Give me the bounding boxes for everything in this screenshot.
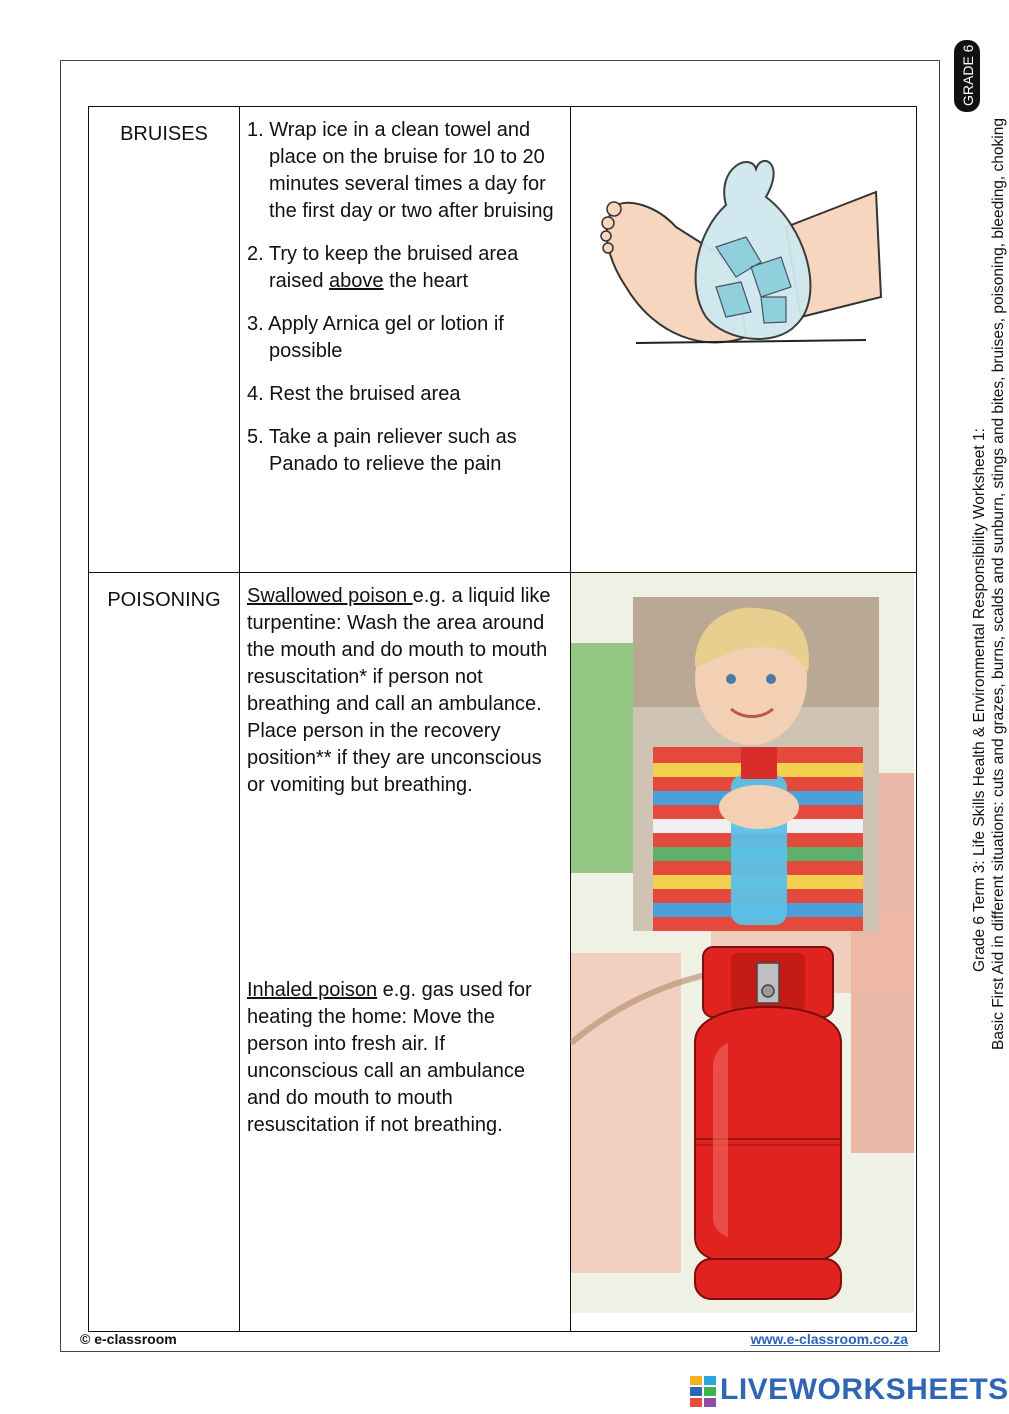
topic-poisoning: POISONING (89, 573, 240, 1332)
table-row-poisoning (89, 573, 917, 1332)
grade-badge: GRADE 6 (954, 40, 980, 112)
poisoning-instructions (240, 573, 571, 1332)
bruise-step-4: 4. Rest the bruised area (247, 383, 461, 405)
bruise-illustration-cell (571, 107, 917, 573)
bruise-step-1: 1. Wrap ice in a clean towel and place on the bruise for 10 to 20 minutes several times a day for the first day or two after bruising (247, 119, 554, 222)
topic-bruises: BRUISES (89, 107, 240, 573)
table-row-bruises (89, 107, 917, 573)
bruises-instructions (240, 107, 571, 573)
child-with-spray-bottle-photo (633, 597, 879, 931)
liveworksheets-brand-text: LIVEWORKSHEETS (720, 1373, 1009, 1406)
bruise-step-3: 3. Apply Arnica gel or lotion if possible (247, 313, 504, 362)
website-link[interactable]: www.e-classroom.co.za (750, 1331, 908, 1347)
poisoning-illustration-cell (571, 573, 917, 1332)
first-aid-table (88, 106, 917, 1332)
bruise-step-5: 5. Take a pain reliever such as Panado to relieve the pain (247, 426, 517, 475)
liveworksheets-logo-icon (690, 1376, 716, 1408)
bruise-step-2: 2. Try to keep the bruised area raised above the heart (247, 243, 519, 292)
sidebar-title (948, 40, 1007, 1060)
swallowed-poison-paragraph: Swallowed poison e.g. a liquid like turpentine: Wash the area around the mouth and do mouth to mouth resuscitation* if person not breathing and call an ambulance. Place person in the recovery position** if they are unconscious or vomiting but breathing. (247, 585, 551, 796)
gas-cylinder-illustration (673, 947, 863, 1307)
copyright: © e-classroom (80, 1331, 177, 1347)
inhaled-poison-paragraph: Inhaled poison e.g. gas used for heating the home: Move the person into fresh air. If unconscious call an ambulance and do mouth to mouth resuscitation if not breathing. (247, 979, 532, 1136)
sidebar-line-2: Basic First Aid in different situations: cuts and grazes, burns, scalds and sunburn, stings and bites, bruises, poisoning, bleeding, choking (990, 118, 1007, 1050)
sidebar-line-1: Grade 6 Term 3: Life Skills Health & Environmental Responsibility Worksheet 1: (971, 428, 988, 972)
ice-bag-on-foot-illustration (586, 147, 886, 387)
